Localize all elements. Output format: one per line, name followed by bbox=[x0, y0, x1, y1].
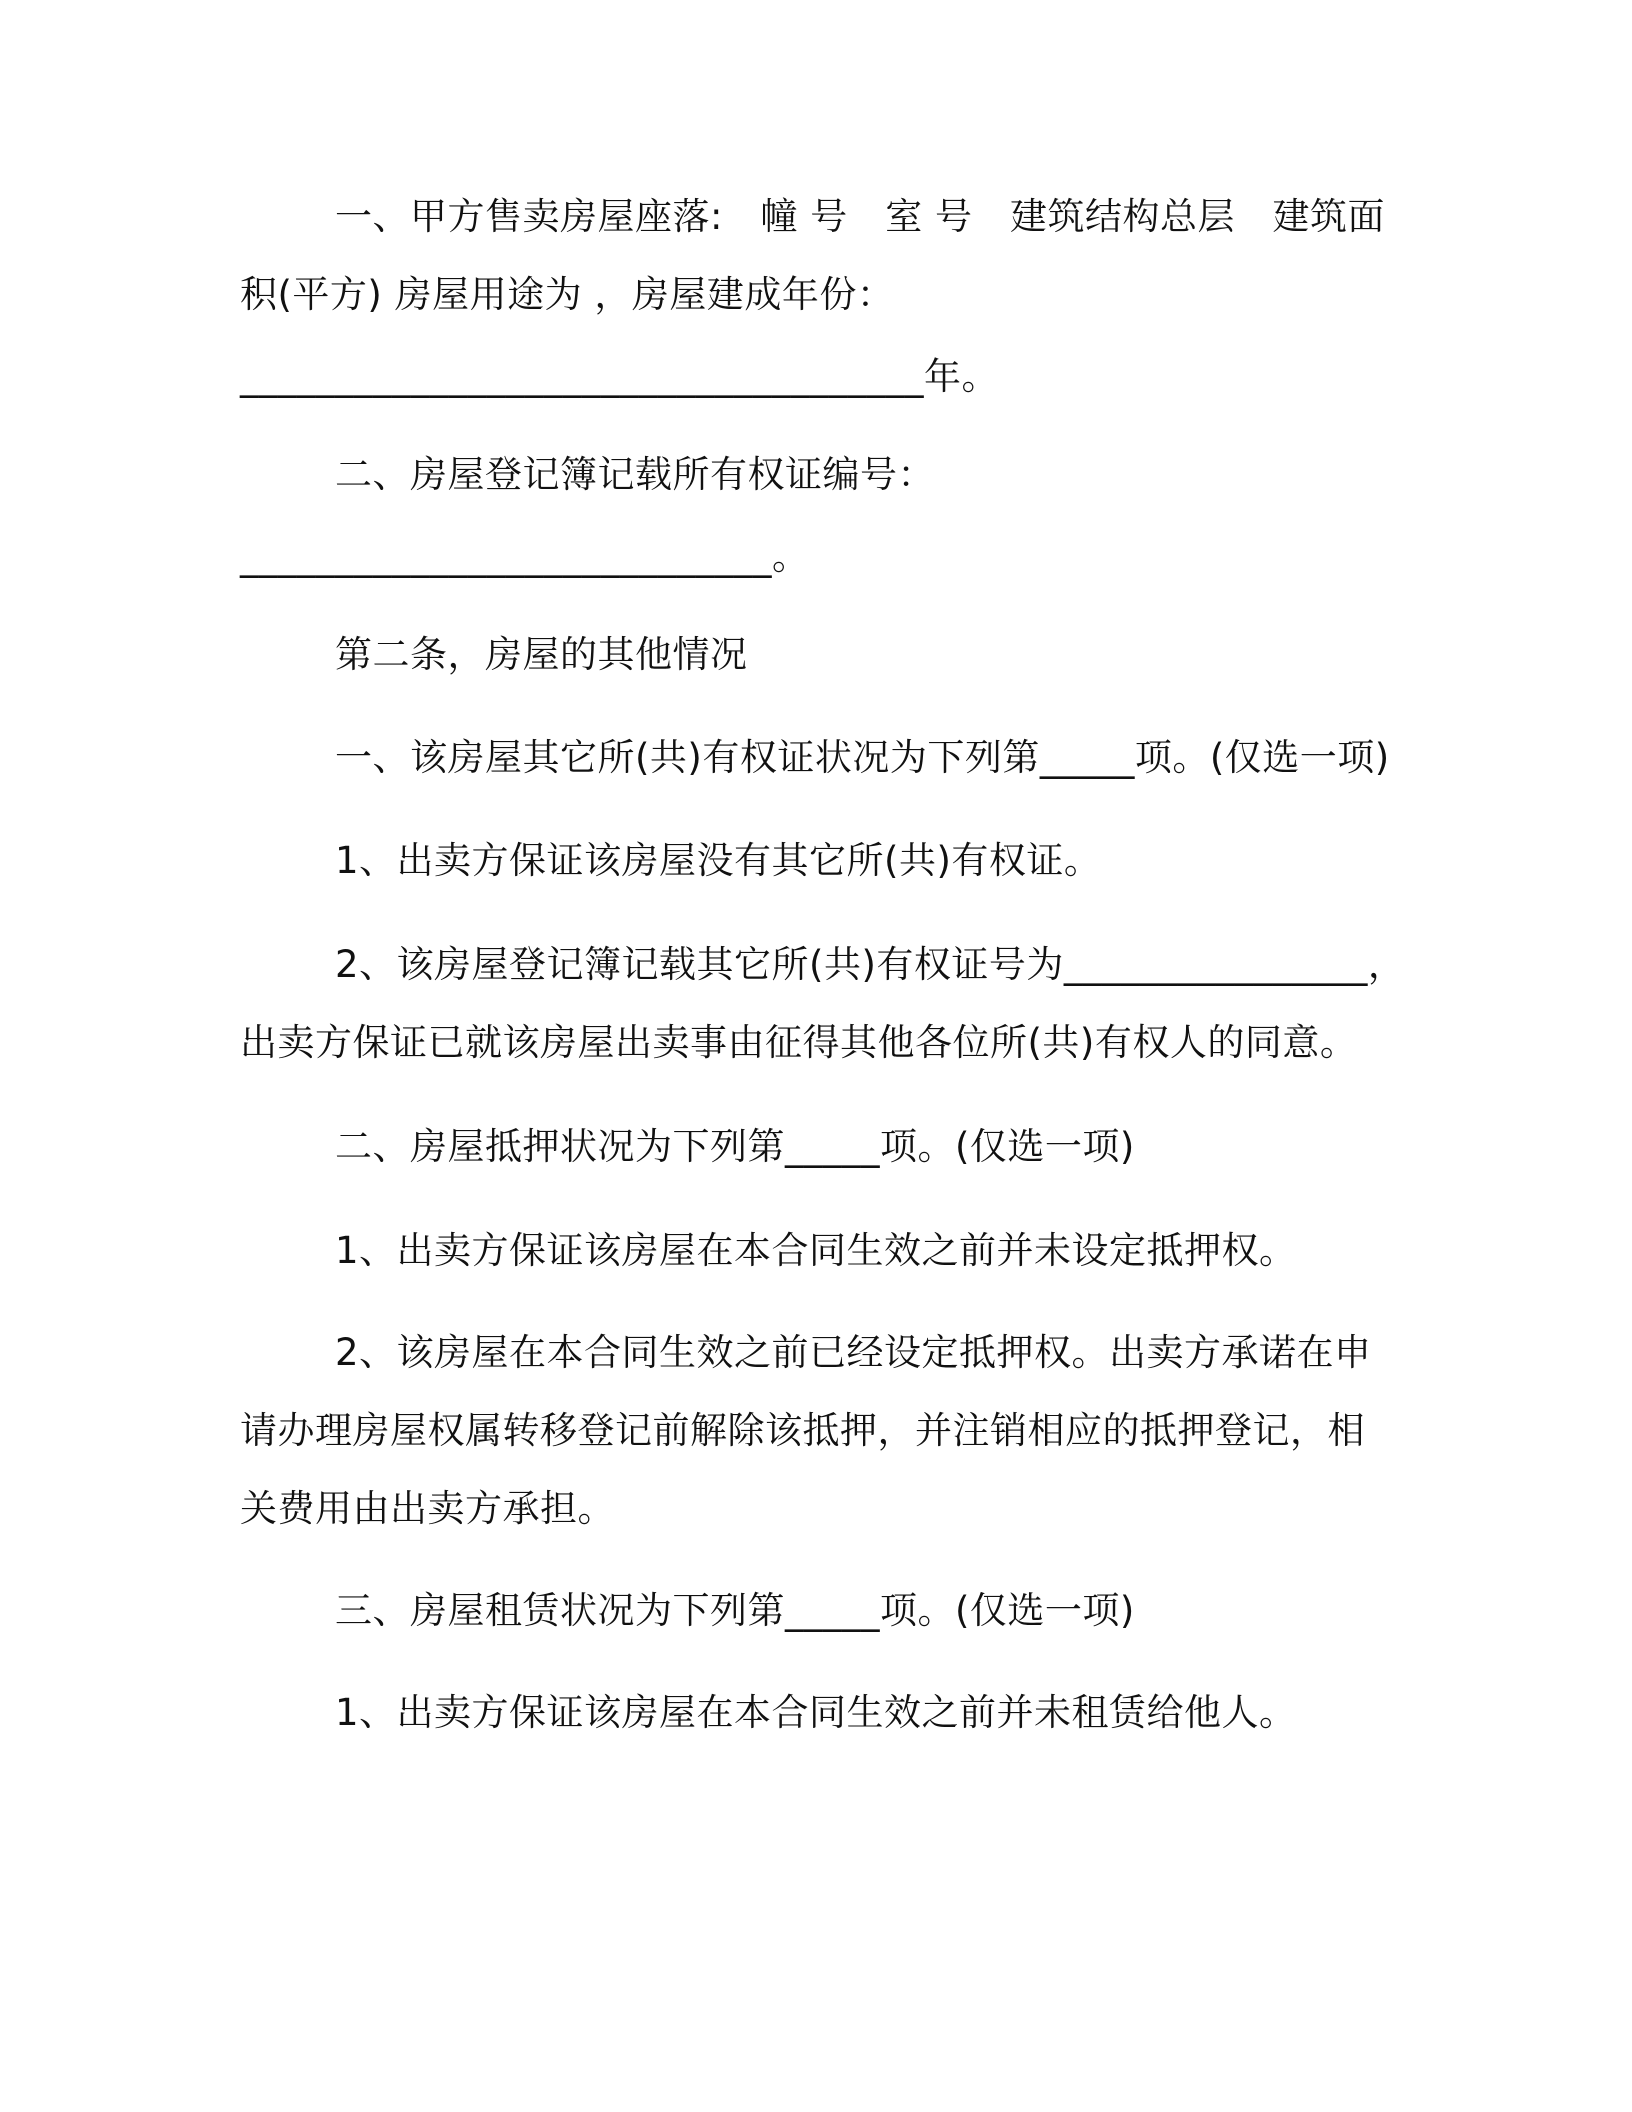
section-3-heading: 三、房屋租赁状况为下列第_____项。(仅选一项) bbox=[335, 1589, 1135, 1632]
clause-1-line-3: ____________________________________年。 bbox=[240, 355, 999, 398]
section-1-option-2-line-2: 出卖方保证已就该房屋出卖事由征得其他各位所(共)有权人的同意。 bbox=[240, 1021, 1358, 1064]
section-2-option-2-line-2: 请办理房屋权属转移登记前解除该抵押，并注销相应的抵押登记，相 bbox=[240, 1409, 1365, 1452]
section-2-heading: 二、房屋抵押状况为下列第_____项。(仅选一项) bbox=[335, 1125, 1135, 1168]
clause-2-line-2: ____________________________。 bbox=[240, 535, 810, 578]
clause-2-line-1: 二、房屋登记簿记载所有权证编号： bbox=[335, 453, 935, 496]
section-1-option-2-line-1: 2、该房屋登记簿记载其它所(共)有权证号为________________， bbox=[335, 943, 1406, 986]
section-1-option-1: 1、出卖方保证该房屋没有其它所(共)有权证。 bbox=[335, 839, 1102, 882]
clause-1-line-1: 一、甲方售卖房屋座落: 幢 号 室 号 建筑结构总层 建筑面 bbox=[335, 195, 1385, 238]
article-heading: 第二条，房屋的其他情况 bbox=[335, 633, 748, 676]
section-3-option-1: 1、出卖方保证该房屋在本合同生效之前并未租赁给他人。 bbox=[335, 1691, 1297, 1734]
section-2-option-2-line-3: 关费用由出卖方承担。 bbox=[240, 1487, 615, 1530]
section-2-option-1: 1、出卖方保证该房屋在本合同生效之前并未设定抵押权。 bbox=[335, 1229, 1297, 1272]
section-1-heading: 一、该房屋其它所(共)有权证状况为下列第_____项。(仅选一项) bbox=[335, 736, 1390, 779]
section-2-option-2-line-1: 2、该房屋在本合同生效之前已经设定抵押权。出卖方承诺在申 bbox=[335, 1331, 1372, 1374]
clause-1-line-2: 积(平方) 房屋用途为 ，房屋建成年份： bbox=[240, 273, 895, 316]
